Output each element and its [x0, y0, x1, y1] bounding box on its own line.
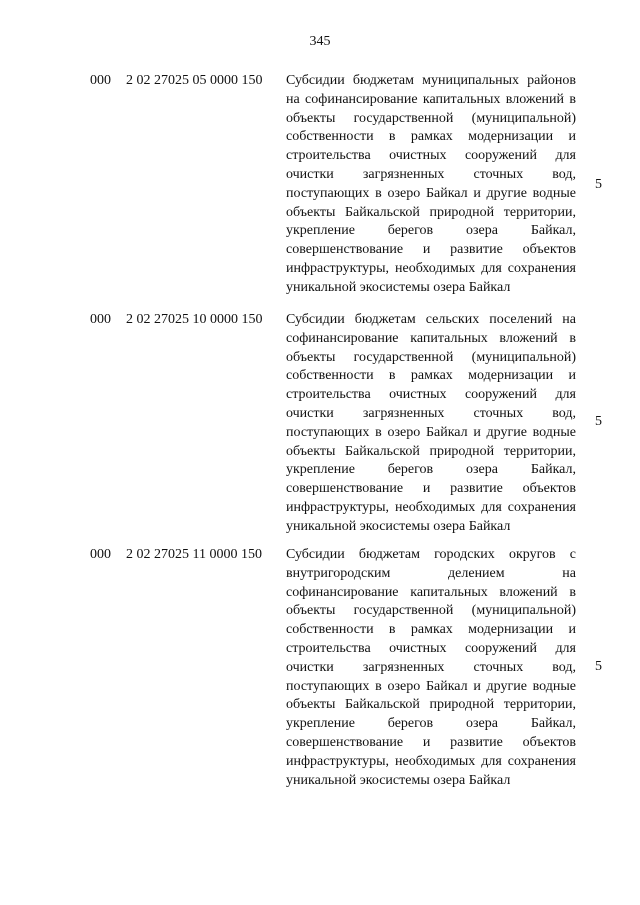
code-cell: 000 [90, 73, 111, 88]
value-cell: 5 [595, 177, 602, 192]
description-cell: Субсидии бюджетам муниципальных районов на софинансирование капитальных вложений в объекты государственной (муниципальной) собственности в рамках модернизации и строительства очистных сооружений для очистки загрязненных сточных вод, поступающих в озеро Байкал и другие водные объекты Байкальской природной территории, укрепление берегов озера Байкал, совершенствование и развитие объектов инфраструктуры, необходимых для сохранения уникальной экосистемы озера Байкал [286, 73, 576, 295]
kbk-cell: 2 02 27025 11 0000 150 [126, 547, 262, 562]
value-cell: 5 [595, 659, 602, 674]
page-number: 345 [309, 34, 331, 49]
value-cell: 5 [595, 414, 602, 429]
code-cell: 000 [90, 312, 111, 327]
code-cell: 000 [90, 547, 111, 562]
description-cell: Субсидии бюджетам городских округов с внутригородским делением на софинансирование капитальных вложений в объекты государственной (муниципальной) собственности в рамках модернизации и строительства очистных сооружений для очистки загрязненных сточных вод, поступающих в озеро Байкал и другие водные объекты Байкальской природной территории, укрепление берегов озера Байкал, совершенствование и развитие объектов инфраструктуры, необходимых для сохранения уникальной экосистемы озера Байкал [286, 547, 576, 788]
description-cell: Субсидии бюджетам сельских поселений на софинансирование капитальных вложений в объекты государственной (муниципальной) собственности в рамках модернизации и строительства очистных сооружений для очистки загрязненных сточных вод, поступающих в озеро Байкал и другие водные объекты Байкальской природной территории, укрепление берегов озера Байкал, совершенствование и развитие объектов инфраструктуры, необходимых для сохранения уникальной экосистемы озера Байкал [286, 312, 576, 534]
kbk-cell: 2 02 27025 10 0000 150 [126, 312, 263, 327]
kbk-cell: 2 02 27025 05 0000 150 [126, 73, 263, 88]
